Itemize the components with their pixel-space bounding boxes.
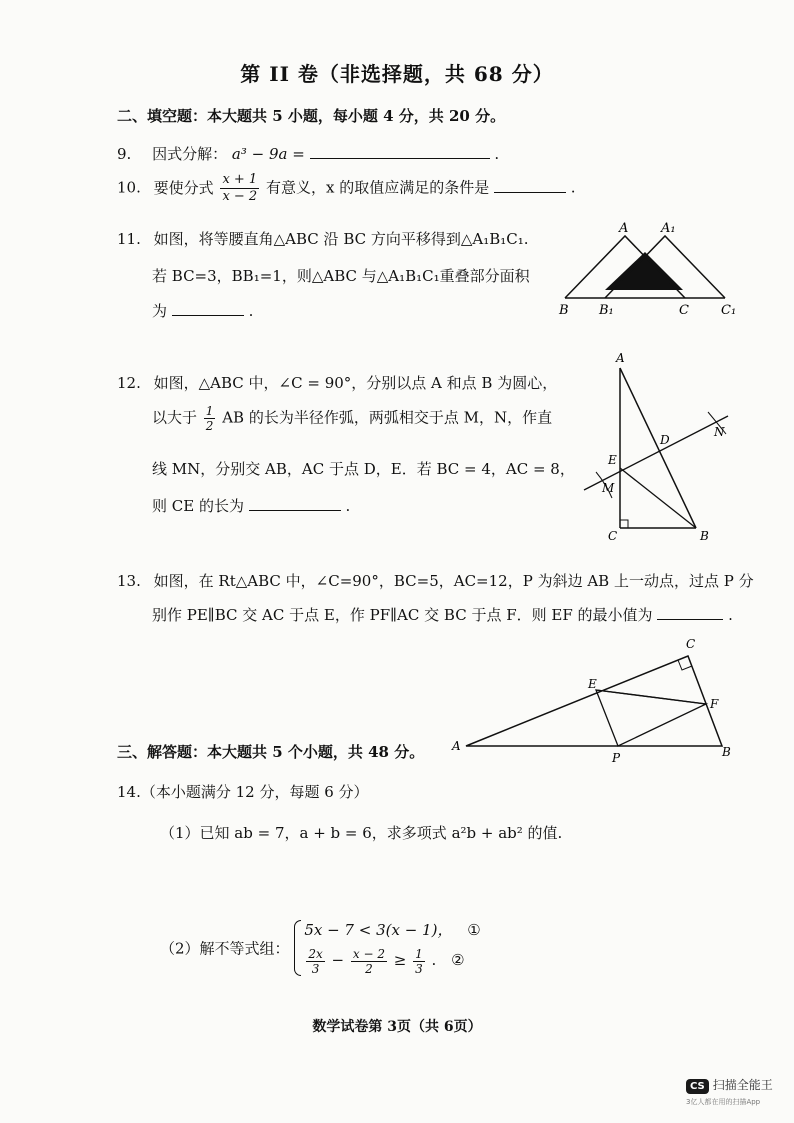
q11-number: 11. — [117, 230, 141, 248]
q13-label-a: A — [452, 739, 461, 753]
q12-line-4 — [152, 495, 350, 516]
q12-line-4-pre: 则 CE 的长为 — [152, 497, 244, 515]
q12-side-ab — [620, 368, 696, 528]
q11-line-2: 若 BC=3，BB₁=1，则△ABC 与△A₁B₁C₁重叠部分面积 — [152, 267, 530, 285]
q11-line-3 — [152, 300, 253, 321]
q12-label-c: C — [608, 529, 618, 543]
q11-label-a1: A₁ — [661, 221, 676, 236]
q13-line-2 — [152, 604, 733, 625]
q14-ineq2-ge: ≥ — [393, 951, 407, 969]
q11-label-b1: B₁ — [599, 303, 614, 318]
q9-text: 因式分解： — [152, 145, 228, 163]
q14-inequality-system — [294, 918, 480, 978]
q12-line-1 — [117, 372, 557, 393]
q14-ineq2-frac-b — [351, 947, 387, 976]
page-footer: 数学试卷第 3页（共 6页） — [312, 1019, 482, 1035]
q13-end: . — [728, 606, 733, 624]
q12-segment-eb — [620, 468, 696, 528]
q14-ineq2-frac-a-num: 2x — [308, 946, 323, 961]
q11-line-1 — [117, 228, 529, 249]
q12-half-fraction — [204, 404, 216, 433]
q14-part-2-pre: （2）解不等式组： — [160, 939, 290, 958]
q14-inequality-1-expr: 5x − 7 < 3(x − 1)， — [304, 921, 453, 939]
q9-answer-blank[interactable] — [310, 157, 490, 159]
q13-label-p: P — [612, 751, 621, 765]
section-2-heading: 二、填空题：本大题共 5 小题，每小题 4 分，共 20 分。 — [117, 107, 506, 125]
q13-label-f: F — [710, 697, 719, 711]
q11-label-a: A — [619, 221, 629, 236]
q12-label-d: D — [660, 433, 670, 447]
q11-text-1: 如图，将等腰直角△ABC 沿 BC 方向平移得到△A₁B₁C₁. — [153, 230, 529, 248]
q11-figure — [555, 218, 745, 323]
q13-label-c: C — [686, 637, 696, 651]
q14-inequality-1 — [304, 918, 480, 942]
page-title: 第 II 卷（非选择题，共 68 分） — [240, 62, 554, 86]
q14-ineq2-frac-a-den: 3 — [311, 961, 320, 976]
q10-fraction — [220, 172, 259, 205]
q12-label-b: B — [700, 529, 709, 543]
q14-ineq2-frac-c-den: 3 — [415, 961, 423, 976]
scanner-name: 扫描全能王 — [712, 1078, 773, 1092]
q14-inequality-2-mark: ② — [451, 951, 465, 969]
q12-line-mn — [584, 416, 728, 490]
q14-part-2 — [160, 918, 481, 978]
q14-ineq2-frac-c — [413, 947, 425, 976]
q12-line-2-pre: 以大于 — [152, 408, 198, 427]
question-10 — [117, 172, 576, 205]
q14-header: 14.（本小题满分 12 分，每题 6 分） — [117, 783, 369, 801]
q12-text-1: 如图，△ABC 中，∠C = 90°，分别以点 A 和点 B 为圆心， — [153, 374, 558, 392]
section-3-heading: 三、解答题：本大题共 5 个小题，共 48 分。 — [117, 743, 425, 761]
q10-answer-blank[interactable] — [494, 191, 566, 193]
q12-label-a: A — [616, 351, 625, 365]
q14-inequality-1-mark: ① — [467, 921, 481, 939]
q10-number: 10. — [117, 178, 141, 197]
q13-answer-blank[interactable] — [657, 618, 723, 620]
q11-label-b: B — [559, 303, 569, 318]
q11-answer-blank[interactable] — [172, 314, 244, 316]
q13-label-e: E — [588, 677, 597, 691]
q12-line-3: 线 MN，分别交 AB，AC 于点 D，E．若 BC = 4，AC = 8， — [152, 460, 575, 478]
q13-line-1 — [117, 570, 754, 591]
q9-end: . — [494, 145, 500, 163]
q9-expression: a³ − 9a = — [231, 145, 305, 163]
scanner-tagline: 3亿人都在用的扫描App — [686, 1098, 761, 1106]
q11-end: . — [248, 302, 254, 320]
q10-pre: 要使分式 — [153, 178, 214, 197]
q13-text-1: 如图，在 Rt△ABC 中，∠C=90°，BC=5，AC=12，P 为斜边 AB 上一动点，过点 P 分 — [153, 572, 754, 590]
q14-ineq2-minus: − — [331, 951, 345, 969]
q11-label-c1: C₁ — [721, 303, 737, 318]
q14-ineq2-frac-b-den: 2 — [365, 961, 373, 976]
q12-right-angle-mark — [620, 520, 628, 528]
q14-inequality-2 — [304, 942, 480, 978]
q11-line-3-pre: 为 — [152, 302, 168, 320]
q12-answer-blank[interactable] — [249, 509, 341, 511]
scanner-watermark — [686, 1076, 773, 1107]
scanner-logo: CS — [686, 1079, 709, 1094]
q12-figure — [578, 350, 748, 550]
q10-end: . — [570, 178, 576, 197]
q12-end: . — [345, 497, 351, 515]
q10-fraction-denominator: x − 2 — [222, 189, 258, 204]
q13-figure — [450, 632, 750, 767]
q13-segment-ef — [596, 690, 706, 704]
q12-line-2-post: AB 的长为半径作弧，两弧相交于点 M，N，作直 — [222, 408, 553, 427]
q12-number: 12. — [117, 374, 141, 392]
q10-post: 有意义，x 的取值应满足的条件是 — [265, 178, 490, 197]
q12-label-e: E — [608, 453, 617, 467]
q14-ineq2-frac-c-num: 1 — [415, 946, 423, 961]
q12-label-m: M — [602, 481, 615, 495]
q12-half-numerator: 1 — [205, 404, 214, 418]
q14-ineq2-frac-b-num: x − 2 — [352, 946, 385, 961]
q13-parallelogram-pecf — [596, 690, 706, 746]
q12-half-denominator: 2 — [205, 419, 214, 433]
q14-part-1: （1）已知 ab = 7，a + b = 6，求多项式 a²b + ab² 的值. — [160, 824, 563, 842]
q14-ineq2-frac-a — [306, 947, 324, 976]
q14-ineq2-end: . — [431, 951, 437, 969]
question-9 — [117, 143, 499, 164]
q12-label-n: N — [714, 425, 725, 439]
q9-number: 9. — [117, 145, 132, 163]
q12-line-2 — [152, 404, 552, 433]
q13-text-2: 别作 PE∥BC 交 AC 于点 E，作 PF∥AC 交 BC 于点 F．则 EF 的最小值为 — [152, 606, 653, 624]
q13-label-b: B — [722, 745, 731, 759]
q13-number: 13. — [117, 572, 141, 590]
q11-label-c: C — [679, 303, 689, 318]
q10-fraction-numerator: x + 1 — [222, 172, 258, 187]
